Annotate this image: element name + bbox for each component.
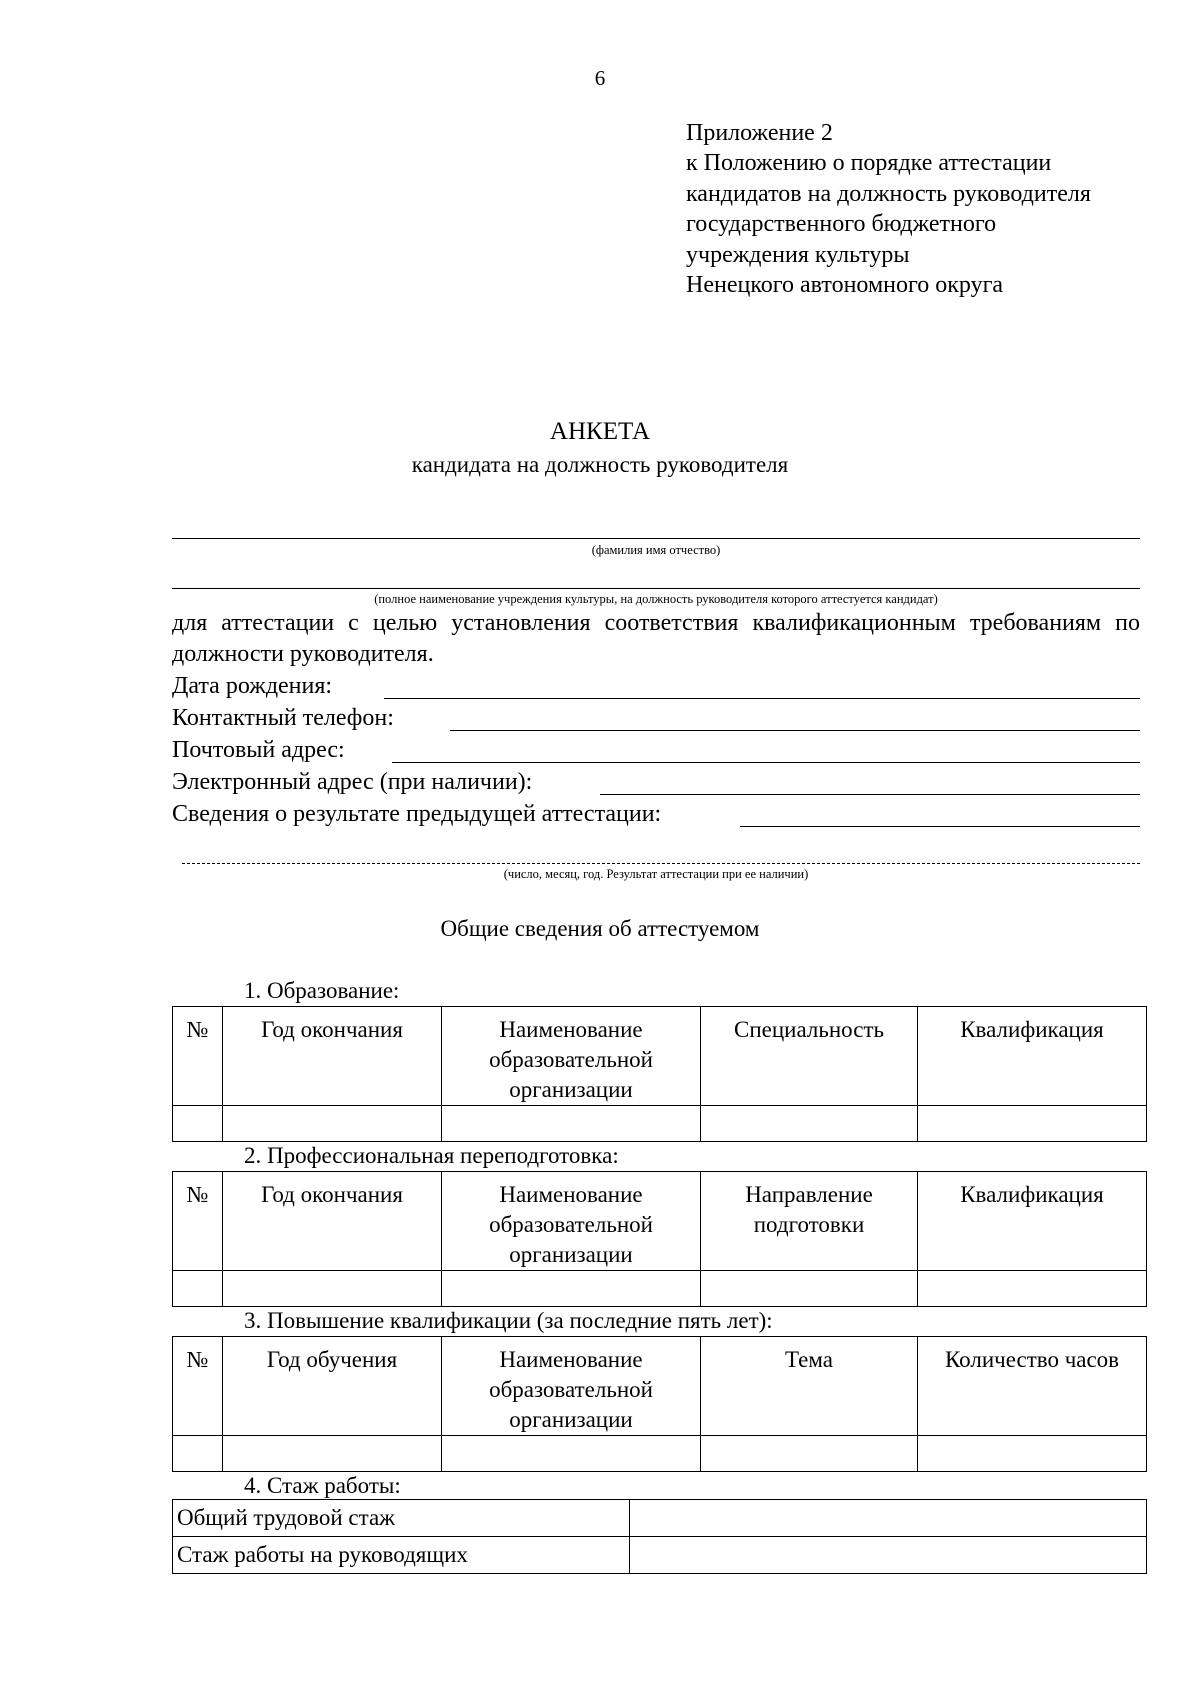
appendix-line: Приложение 2 [686, 120, 833, 146]
postal-line[interactable] [392, 762, 1140, 763]
appendix-line: Ненецкого автономного округа [686, 271, 1004, 298]
empty-cell[interactable] [918, 1436, 1147, 1472]
advanced-training-label: 3. Повышение квалификации (за последние пять лет): [244, 1308, 773, 1333]
empty-cell[interactable] [442, 1436, 701, 1472]
email-label: Электронный адрес (при наличии): [172, 769, 533, 795]
experience-row-label: Стаж работы на руководящих [173, 1537, 630, 1574]
email-line[interactable] [600, 794, 1140, 795]
empty-cell[interactable] [173, 1436, 223, 1472]
empty-cell[interactable] [630, 1537, 1147, 1574]
prev-attestation-line[interactable] [740, 826, 1140, 827]
table-row [173, 1106, 1147, 1142]
table-header-row [173, 1172, 1147, 1271]
fio-blank-line[interactable] [172, 538, 1140, 539]
empty-cell[interactable] [173, 1106, 223, 1142]
empty-cell[interactable] [918, 1106, 1147, 1142]
form-subtitle: кандидата на должность руководителя [411, 452, 789, 477]
empty-cell[interactable] [173, 1271, 223, 1307]
empty-cell[interactable] [223, 1436, 442, 1472]
appendix-header [686, 118, 1091, 300]
table-header-row [173, 1007, 1147, 1106]
header-cell: Наименование образовательной организации [442, 1172, 701, 1271]
header-cell: № [173, 1007, 223, 1106]
retraining-label: 2. Профессиональная переподготовка: [244, 1143, 619, 1168]
advanced-training-table [172, 1336, 1147, 1472]
empty-cell[interactable] [918, 1271, 1147, 1307]
header-cell: Тема [701, 1337, 918, 1436]
appendix-line: кандидатов на должность руководителя [686, 180, 1091, 207]
empty-cell[interactable] [223, 1106, 442, 1142]
header-cell: Количество часов [918, 1337, 1147, 1436]
table-row [173, 1271, 1147, 1307]
header-cell: Специальность [701, 1007, 918, 1106]
header-cell: № [173, 1337, 223, 1436]
birth-date-line[interactable] [384, 698, 1140, 699]
header-cell: Квалификация [918, 1007, 1147, 1106]
header-cell: Квалификация [918, 1172, 1147, 1271]
table-row [173, 1500, 1147, 1537]
form-title: АНКЕТА [549, 418, 651, 445]
empty-cell[interactable] [442, 1106, 701, 1142]
empty-cell[interactable] [442, 1271, 701, 1307]
empty-cell[interactable] [701, 1271, 918, 1307]
header-cell: Год обучения [223, 1337, 442, 1436]
education-label: 1. Образование: [244, 978, 400, 1003]
empty-cell[interactable] [630, 1500, 1147, 1537]
table-row [173, 1537, 1147, 1574]
experience-label: 4. Стаж работы: [244, 1473, 401, 1498]
prev-attestation-dashed-line[interactable] [182, 863, 1140, 864]
appendix-line: учреждения культуры [686, 241, 910, 268]
phone-line[interactable] [450, 730, 1140, 731]
phone-label: Контактный телефон: [172, 705, 394, 731]
education-table [172, 1006, 1147, 1142]
table-row [173, 1436, 1147, 1472]
appendix-line: государственного бюджетного [686, 211, 997, 238]
appendix-line: к Положению о порядке аттестации [686, 150, 1052, 177]
empty-cell[interactable] [223, 1271, 442, 1307]
fio-caption: (фамилия имя отчество) [591, 543, 721, 557]
prev-attestation-caption: (число, месяц, год. Результат аттестации при ее наличии) [503, 867, 809, 881]
birth-date-label: Дата рождения: [172, 673, 333, 699]
header-cell: Год окончания [223, 1007, 442, 1106]
retraining-table [172, 1171, 1147, 1307]
empty-cell[interactable] [701, 1436, 918, 1472]
prev-attestation-label: Сведения о результате предыдущей аттестации: [172, 801, 662, 827]
purpose-paragraph: для аттестации с целью установления соответствия квалификационным требованиям по должности руководителя. [172, 610, 1140, 667]
postal-label: Почтовый адрес: [172, 737, 345, 763]
header-cell: Наименование образовательной организации [442, 1337, 701, 1436]
institution-caption: (полное наименование учреждения культуры, на должность руководителя которого аттестуется кандидат) [374, 592, 938, 606]
page-number: 6 [594, 66, 606, 90]
header-cell: Направление подготовки [701, 1172, 918, 1271]
experience-row-label: Общий трудовой стаж [173, 1500, 630, 1537]
empty-cell[interactable] [701, 1106, 918, 1142]
header-cell: № [173, 1172, 223, 1271]
institution-blank-line[interactable] [172, 588, 1140, 589]
header-cell: Год окончания [223, 1172, 442, 1271]
table-header-row [173, 1337, 1147, 1436]
header-cell: Наименование образовательной организации [442, 1007, 701, 1106]
experience-table [172, 1499, 1147, 1574]
section-title: Общие сведения об аттестуемом [440, 916, 760, 941]
